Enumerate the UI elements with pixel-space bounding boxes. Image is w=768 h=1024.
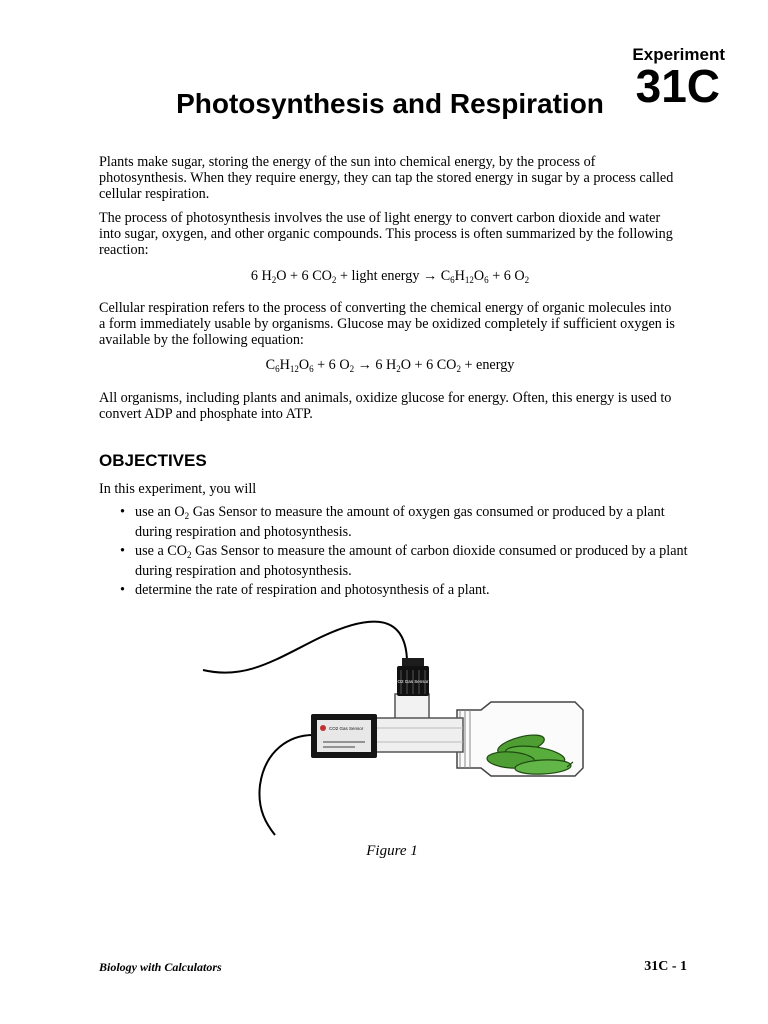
intro-paragraph-2: The process of photosynthesis involves the use of light energy to convert carbon dioxide and water into sugar, oxygen, and other organic compounds. This process is often summarized by the following reaction:	[99, 210, 673, 258]
page-number: 31C - 1	[644, 959, 687, 974]
objectives-heading: OBJECTIVES	[99, 451, 207, 470]
co2-sensor-cable	[259, 735, 313, 835]
footer-book-title: Biology with Calculators	[99, 960, 222, 974]
objectives-list	[99, 504, 689, 601]
objective-text: use a $CO_2$ Gas Sensor to measure the amount of carbon dioxide consumed or produced by a plant during respiration and photosynthesis.	[135, 543, 688, 579]
tee-connector	[373, 694, 463, 752]
objective-item	[99, 504, 689, 540]
page-title: Photosynthesis and Respiration	[176, 88, 604, 119]
intro-paragraph-3: Cellular respiration refers to the process of converting the chemical energy of organic molecules into a form immediately usable by organisms. Glucose may be oxidized completely if sufficient oxygen is available by the following equation:	[99, 300, 675, 348]
bullet-icon: •	[120, 543, 125, 559]
experiment-label: Experiment	[632, 45, 725, 64]
o2-gas-sensor	[397, 658, 429, 696]
objective-text: determine the rate of respiration and photosynthesis of a plant.	[135, 582, 490, 598]
objective-item	[99, 582, 689, 598]
experiment-number: 31C	[635, 60, 720, 112]
photosynthesis-equation: 6 $H_2O + 6$ $CO_2$ + light energy → $C_6H_{12}O_6 + 6$ $O_2$	[250, 268, 530, 285]
o2-sensor-cable	[203, 622, 407, 673]
o2-sensor-label: O2 Gas Sensor	[397, 679, 429, 684]
bullet-icon: •	[120, 582, 125, 598]
respiration-equation: $C_6H_{12}O_6 + 6$ $O_2 \to 6$ $H_2O + 6$ $CO_2$ + energy	[265, 357, 515, 374]
bullet-icon: •	[120, 504, 125, 520]
intro-paragraph-4: All organisms, including plants and animals, oxidize glucose for energy. Often, this energy is used to convert ADP and phosphate into ATP.	[99, 390, 672, 422]
figure-caption: Figure 1	[366, 843, 418, 859]
objectives-intro: In this experiment, you will	[99, 481, 257, 497]
objective-item	[99, 543, 689, 579]
objective-text: use an $O_2$ Gas Sensor to measure the amount of oxygen gas consumed or produced by a plant during respiration and photosynthesis.	[135, 504, 665, 540]
co2-sensor-label: CO2 Gas Sensor	[329, 726, 364, 731]
figure-1-apparatus	[195, 610, 595, 840]
intro-paragraph-1: Plants make sugar, storing the energy of the sun into chemical energy, by the process of photosynthesis. When they require energy, they can tap the stored energy in sugar by a process called cellular respiration.	[99, 154, 674, 202]
co2-gas-sensor	[311, 714, 377, 758]
